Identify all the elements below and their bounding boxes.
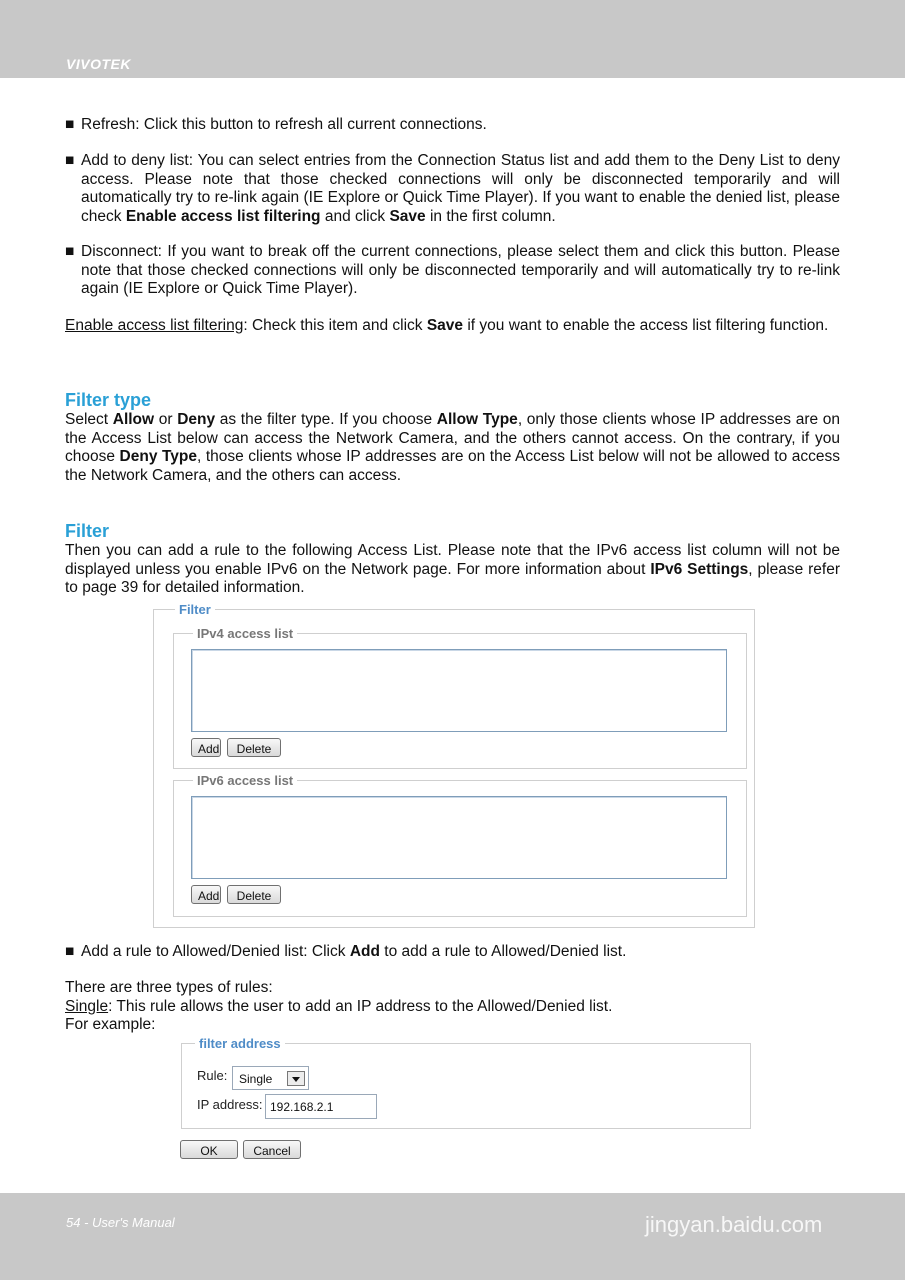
deny-bullet: ■ Add to deny list: You can select entries from the Connection Status list and add them to the Deny List to deny access. Please note that those checked connections will only be disconnected temporarily and will automatically try to re-link again (IE Explore or Quick Time Player). If you want to enable the denied list, please check Enable access list filtering and click Save in the first column. bbox=[65, 152, 840, 225]
watermark-logo: Bai百 经验 bbox=[645, 1151, 849, 1198]
page-number: 54 - User's Manual bbox=[66, 1215, 175, 1230]
ipv6-access-list[interactable] bbox=[191, 796, 727, 879]
page-header bbox=[0, 0, 905, 78]
filter-type-section: Filter type Select Allow or Deny as the filter type. If you choose Allow Type, only those clients whose IP addresses are on the Access List below can access the Network Camera, and the others cannot access. On the contrary, if you choose Deny Type, those clients whose IP addresses are on the Access List below will not be allowed to access the Network Camera, and the others can access. bbox=[65, 390, 841, 484]
brand-logo: VIVOTEK bbox=[66, 56, 131, 72]
ipv4-add-button[interactable]: Add bbox=[191, 738, 221, 757]
watermark-url: jingyan.baidu.com bbox=[645, 1212, 823, 1237]
add-rule-bullet: ■ Add a rule to Allowed/Denied list: Click Add to add a rule to Allowed/Denied list. bbox=[65, 943, 627, 960]
filter-panel-legend: Filter bbox=[175, 602, 215, 617]
disconnect-bullet: ■ Disconnect: If you want to break off the current connections, please select them and click this button. Please note that those checked connections will only be disconnected temporarily and will automatically try to re-link again (IE Explore or Quick Time Player). bbox=[65, 243, 840, 297]
rule-select-value: Single bbox=[239, 1072, 273, 1086]
rule-types-text: There are three types of rules: Single: This rule allows the user to add an IP address to the Allowed/Denied list. For example: bbox=[65, 979, 613, 1033]
filter-address-legend: filter address bbox=[195, 1036, 285, 1051]
rule-select[interactable] bbox=[232, 1066, 309, 1090]
ipv4-legend: IPv4 access list bbox=[193, 626, 297, 641]
ipv6-add-button[interactable]: Add bbox=[191, 885, 221, 904]
ip-address-input[interactable]: 192.168.2.1 bbox=[265, 1094, 377, 1119]
ipv4-delete-button[interactable]: Delete bbox=[227, 738, 281, 757]
enable-filtering-paragraph: Enable access list filtering: Check this item and click Save if you want to enable the access list filtering function. bbox=[65, 317, 829, 334]
ipv6-legend: IPv6 access list bbox=[193, 773, 297, 788]
cancel-button[interactable]: Cancel bbox=[243, 1140, 301, 1159]
ipv4-access-list[interactable] bbox=[191, 649, 727, 732]
rule-label: Rule: bbox=[197, 1068, 228, 1083]
ok-button[interactable]: OK bbox=[180, 1140, 238, 1159]
filter-heading: Filter bbox=[65, 521, 110, 541]
filter-type-heading: Filter type bbox=[65, 390, 152, 410]
filter-section: Filter Then you can add a rule to the following Access List. Please note that the IPv6 access list column will not be displayed unless you enable IPv6 on the Network page. For more information about IPv6 Settings, please refer to page 39 for detailed information. bbox=[65, 521, 840, 596]
ip-address-label: IP address: bbox=[197, 1097, 263, 1112]
ipv6-delete-button[interactable]: Delete bbox=[227, 885, 281, 904]
chevron-down-icon[interactable] bbox=[287, 1071, 305, 1086]
refresh-bullet: ■ Refresh: Click this button to refresh all current connections. bbox=[65, 116, 487, 133]
